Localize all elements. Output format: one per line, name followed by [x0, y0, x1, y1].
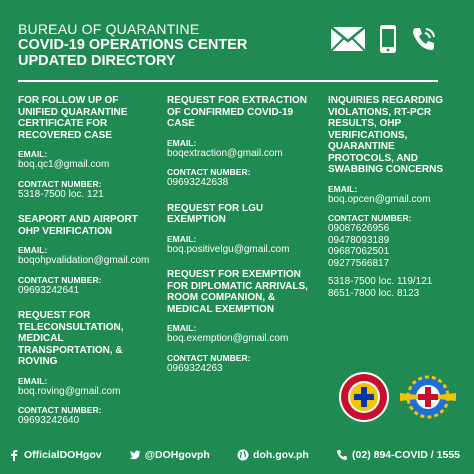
phone-icon	[379, 24, 397, 54]
email-label: EMAIL:	[167, 233, 197, 244]
twitter-icon	[129, 449, 141, 461]
section-title: REQUEST FOR EXTRACTION OF CONFIRMED COVID-19 CASE	[167, 95, 308, 129]
landline-numbers	[328, 276, 463, 299]
mobile-number: 09277566817	[328, 257, 390, 269]
header-divider	[18, 80, 438, 82]
contact-number: 0969324263	[167, 362, 223, 374]
email-link[interactable]: boqohpvalidation@gmail.com	[18, 255, 150, 266]
section-exemption	[167, 269, 312, 374]
contact-label: CONTACT NUMBER:	[167, 167, 251, 177]
facebook-link[interactable]	[8, 449, 102, 461]
center-name: COVID-19 OPERATIONS CENTER	[18, 37, 248, 53]
section-inquiries	[328, 95, 463, 299]
mobile-number: 09087626956	[328, 223, 390, 234]
email-label: EMAIL:	[18, 149, 48, 159]
email-label: EMAIL:	[167, 137, 197, 148]
column-3	[328, 95, 463, 313]
email-label: EMAIL:	[328, 183, 358, 194]
section-ohp	[18, 214, 158, 296]
contact-number: 09693242641	[18, 284, 80, 296]
seals	[338, 369, 458, 425]
hotline-link[interactable]	[336, 449, 460, 461]
agency-name: BUREAU OF QUARANTINE	[18, 21, 200, 37]
contact-number: 5318-7500 loc. 121	[18, 188, 104, 200]
contact-label: CONTACT NUMBER:	[18, 405, 102, 415]
contact-label: CONTACT NUMBER:	[328, 213, 412, 223]
section-title: REQUEST FOR TELECONSULTATION, MEDICAL TRANSPORTATION, & ROVING	[18, 310, 124, 367]
section-title: FOR FOLLOW UP OF UNIFIED QUARANTINE CERTIFICATE FOR RECOVERED CASE	[18, 95, 128, 141]
email-label: EMAIL:	[18, 245, 48, 255]
email-link[interactable]: boqextraction@gmail.com	[167, 147, 283, 159]
boq-emblem-icon	[398, 369, 458, 425]
email-link[interactable]: boq.positivelgu@gmail.com	[167, 243, 290, 255]
section-title: REQUEST FOR LGU EXEMPTION	[167, 202, 264, 225]
phone-call-icon	[336, 449, 348, 461]
globe-icon	[237, 449, 249, 461]
footer	[0, 446, 474, 464]
contact-label: CONTACT NUMBER:	[18, 178, 102, 189]
section-teleconsult	[18, 310, 158, 427]
section-title: REQUEST FOR EXEMPTION FOR DIPLOMATIC ARRIVALS, ROOM COMPANION, & MEDICAL EXEMPTION	[167, 269, 308, 315]
facebook-handle: OfficialDOHgov	[24, 449, 102, 461]
email-label: EMAIL:	[167, 323, 197, 333]
landline-number: 5318-7500 loc. 119/121	[328, 276, 433, 287]
email-link[interactable]: boq.opcen@gmail.com	[328, 193, 431, 205]
landline-number: 8651-7800 loc. 8123	[328, 287, 420, 299]
email-label: EMAIL:	[18, 375, 48, 386]
header	[18, 21, 247, 69]
email-link[interactable]: boq.roving@gmail.com	[18, 385, 121, 397]
column-2	[167, 95, 312, 388]
mobile-number: 09687062501	[328, 246, 390, 257]
page-title: UPDATED DIRECTORY	[18, 53, 176, 69]
doh-seal-icon	[338, 371, 390, 423]
mail-icon	[330, 26, 366, 52]
contact-number: 09693242638	[167, 177, 229, 188]
email-link[interactable]: boq.exemption@gmail.com	[167, 333, 289, 344]
section-title: INQUIRIES REGARDING VIOLATIONS, RT-PCR RESULTS, OHP VERIFICATIONS, QUARANTINE PROTOCOLS, AND SWABBING CONCERNS	[328, 95, 444, 175]
contact-label: CONTACT NUMBER:	[18, 274, 102, 285]
twitter-handle: @DOHgovph	[144, 449, 210, 461]
section-title: SEAPORT AND AIRPORT OHP VERIFICATION	[18, 214, 138, 237]
section-ucert	[18, 95, 158, 200]
hotline-number: (02) 894-COVID / 1555	[352, 449, 460, 461]
contact-number: 09693242640	[18, 415, 80, 426]
contact-label: CONTACT NUMBER:	[167, 352, 251, 363]
website-url: doh.gov.ph	[253, 449, 309, 461]
section-lgu	[167, 203, 312, 256]
twitter-link[interactable]	[129, 449, 210, 461]
mobile-numbers	[328, 223, 463, 269]
email-link[interactable]: boq.qc1@gmail.com	[18, 159, 110, 170]
mobile-number: 09478093189	[328, 234, 390, 246]
call-icon	[410, 25, 438, 53]
section-extraction	[167, 95, 312, 189]
contact-icons	[330, 24, 438, 54]
facebook-icon	[8, 449, 20, 461]
website-link[interactable]	[237, 449, 309, 461]
column-1	[18, 95, 158, 441]
